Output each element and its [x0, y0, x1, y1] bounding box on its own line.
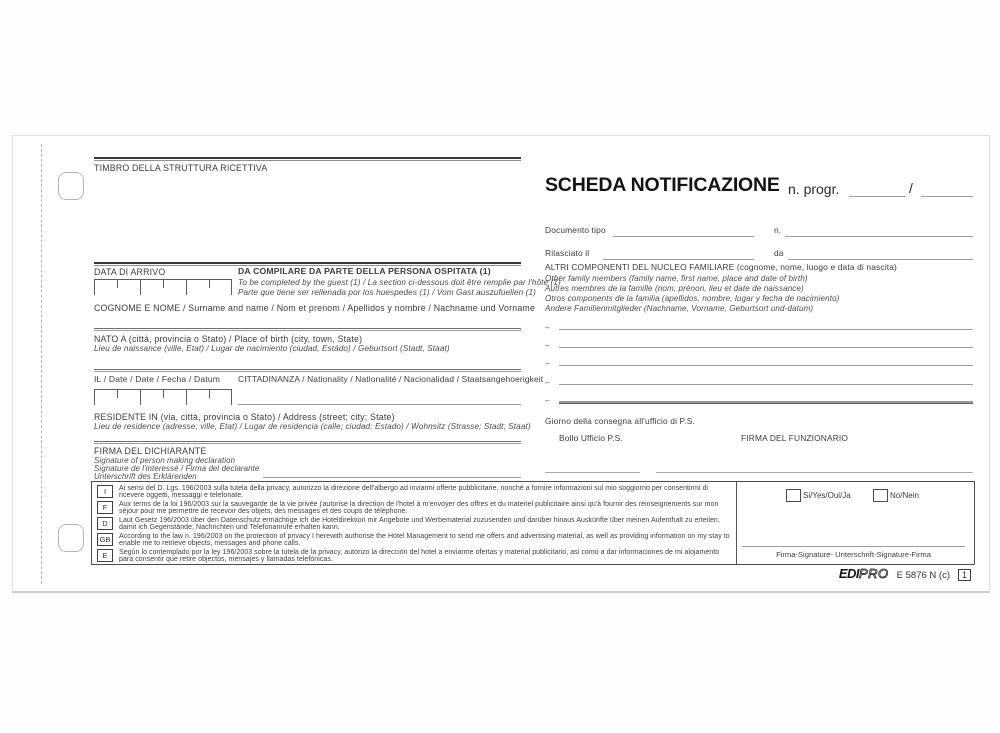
language-code-de: D	[97, 517, 113, 530]
guest-section-sub1: To be completed by the guest (1) / La section ci-dessous doit être remplie par l'hôte (1)	[238, 278, 561, 287]
residence-label-translations: Lieu de residence (adresse; ville, Etat) / Lugar de residencia (calle; ciudad; Estado) / Wohnsitz (Strasse; Stadt; Staat)	[94, 422, 531, 431]
declarant-signature-en: Signature of person making declaration	[94, 456, 236, 465]
progressive-year-line	[921, 196, 973, 197]
document-type-line	[613, 236, 754, 237]
privacy-text-es: Según lo contemplado por la ley 196/2003 sobre la tutela de la privacy, autorizo la dirección del hotel a enviarme ofertas y material publicitario, asi como a dar informaciones de mi alojamento para consentir que retire objectos, mensajes y llamadas telefónicas.	[119, 548, 720, 564]
privacy-text-fr: Aux terms de la loi 196/2003 sur la sauvegarde de la vie privée j'autorise la direction de l'hotel à m'envoyer des offres et du materiel publicitaire ainsi qu'à fournir des reinseignements sur mon séjour pour me permettre de recevoir des objets, des messages et des coups de téléphone.	[119, 500, 719, 516]
family-members-es: Otros components de la familia (apellidos, nombre, lugar y fecha de nacimiento)	[545, 294, 840, 303]
family-row-line	[559, 347, 973, 348]
stamp-area-label: TIMBRO DELLA STRUTTURA RICETTIVA	[94, 163, 268, 173]
no-checkbox-label: No/Nein	[890, 491, 919, 500]
family-row-dash: –	[545, 358, 550, 368]
privacy-text-gb: According to the law n. 196/2003 on the protection of privacy I herewith authorise the Hotel Management to send me offers and advertising material, as well as providing information on my stay to enable me to retrieve objects, messages and phone calls.	[119, 532, 730, 548]
birth-date-strip	[94, 389, 232, 405]
privacy-consent-box	[91, 481, 975, 565]
family-members-de: Andere Familienmitglieder (Nachname, Vorname, Geburtsort und-datum)	[545, 304, 814, 313]
section-rule	[94, 157, 521, 161]
family-row-dash: –	[545, 322, 550, 332]
issued-on-line	[603, 259, 754, 260]
family-row-line	[559, 384, 973, 385]
declarant-signature-fr-it: Signature de l'interessé / Firma del declarante	[94, 464, 260, 473]
progressive-number-label: n. progr.	[788, 181, 840, 197]
consent-signature-label: Firma-Signature- Unterschrift-Signature-Firma	[776, 550, 931, 559]
punch-hole-bottom	[58, 524, 84, 552]
document-number-line	[785, 236, 973, 237]
yes-checkbox-label: Si/Yes/Oui/Ja	[803, 491, 851, 500]
issued-on-label: Rilasciato il	[545, 248, 590, 258]
privacy-text-de: Laut Gesetz 196/2003 über den Datenschutz ermächtige ich die Hoteldirektion mir Angebote und Werbematerial zuzusenden und darüber hinaus Auskünfte über meinen Aufenthalt zu erteilen, damit ich Gegenstände, Nachrichten und Telefonanrufe erhalten kann.	[119, 516, 720, 532]
office-stamp-label: Bollo Ufficio P.S.	[559, 433, 623, 443]
issued-by-line	[788, 259, 973, 260]
delivery-day-label: Giorno della consegna all'ufficio di P.S.	[545, 416, 695, 426]
form-title: SCHEDA NOTIFICAZIONE	[545, 174, 780, 196]
guest-section-heading: DA COMPILARE DA PARTE DELLA PERSONA OSPITATA (1)	[238, 266, 491, 276]
family-members-fr: Autres membres de la famille (nom, prénon, lieu et date de naissance)	[545, 284, 804, 293]
yes-checkbox	[786, 489, 801, 502]
family-row-dash: –	[545, 395, 550, 405]
guest-section-sub2: Parte que tiene ser rellenada por los huespedes (1) / Vom Gast auszufuellen (1)	[238, 288, 536, 297]
progressive-slash: /	[909, 180, 913, 196]
no-checkbox	[873, 489, 888, 502]
document-number-label: n.	[774, 225, 782, 235]
product-code: E 5876 N (c)	[896, 570, 950, 581]
birthplace-write-line	[94, 369, 521, 372]
declarant-signature-label: FIRMA DEL DICHIARANTE	[94, 446, 207, 456]
arrival-date-strip	[94, 279, 232, 295]
perforation-line	[41, 144, 42, 584]
family-row-line	[559, 329, 973, 330]
language-code-fr: F	[97, 501, 113, 514]
language-code-es: E	[97, 549, 113, 562]
office-stamp-line	[545, 472, 640, 473]
family-row-line	[559, 365, 973, 366]
punch-hole-top	[58, 172, 84, 200]
family-members-en: Other family members (family name, first name, place and date of birth)	[545, 274, 808, 283]
footer	[13, 565, 971, 583]
issued-by-label: da	[774, 248, 784, 258]
document-type-label: Documento tipo	[545, 225, 606, 235]
citizenship-label: CITTADINANZA / Nationality / Nationalité / Nacionalidad / Staatsangehoerigkeit	[238, 374, 544, 384]
notification-form-card	[12, 135, 990, 593]
language-code-gb: GB	[97, 533, 113, 546]
citizenship-write-line	[238, 404, 521, 405]
family-members-heading: ALTRI COMPONENTI DEL NUCLEO FAMILIARE (cognome, nome, luogo e data di nascita)	[545, 262, 897, 272]
consent-signature-line	[742, 546, 965, 547]
family-section-end-rule	[559, 401, 973, 404]
birthdate-label: IL / Date / Date / Fecha / Datum	[94, 374, 221, 384]
brand-logo-edi: EDI	[838, 566, 859, 581]
surname-write-line	[94, 328, 521, 331]
declarant-signature-line	[263, 477, 521, 478]
residence-label: RESIDENTE IN (via, città, provincia o Stato) / Address (street; city; State)	[94, 412, 395, 422]
declarant-signature-de: Unterschrift des Erklärenden	[94, 472, 197, 481]
birthplace-label: NATO A (città, provincia o Stato) / Place of birth (city, town, State)	[94, 334, 363, 344]
arrival-date-label: DATA DI ARRIVO	[94, 267, 166, 277]
privacy-text-it: Ai sensi del D. Lgs. 196/2003 sulla tutela della privacy, autorizzo la direzione dell'albergo ad inviarmi offerte pubblicitarie, nonché a fornire informazioni sul mio soggiorno per consentirmi di ricevere oggetti, messaggi e telefonate.	[119, 484, 709, 500]
residence-write-line	[94, 441, 521, 444]
copy-number-badge: 1	[958, 569, 971, 581]
official-signature-label: FIRMA DEL FUNZIONARIO	[741, 433, 849, 443]
surname-label: COGNOME E NOME / Surname and name / Nom et prenom / Apellidos y nombre / Nachname und Vorname	[94, 303, 536, 313]
privacy-box-divider	[736, 482, 737, 564]
birthplace-label-translations: Lieu de naissance (ville, Etat) / Lugar de nacimiento (ciudad, Estádo) / Geburtsort (Stadt, Staat)	[94, 344, 450, 353]
official-signature-line	[656, 472, 973, 473]
family-row-dash: –	[545, 377, 550, 387]
language-code-it: I	[97, 485, 113, 498]
progressive-number-line	[849, 196, 906, 197]
family-row-dash: –	[545, 340, 550, 350]
brand-logo-pro: PRO	[858, 566, 889, 581]
